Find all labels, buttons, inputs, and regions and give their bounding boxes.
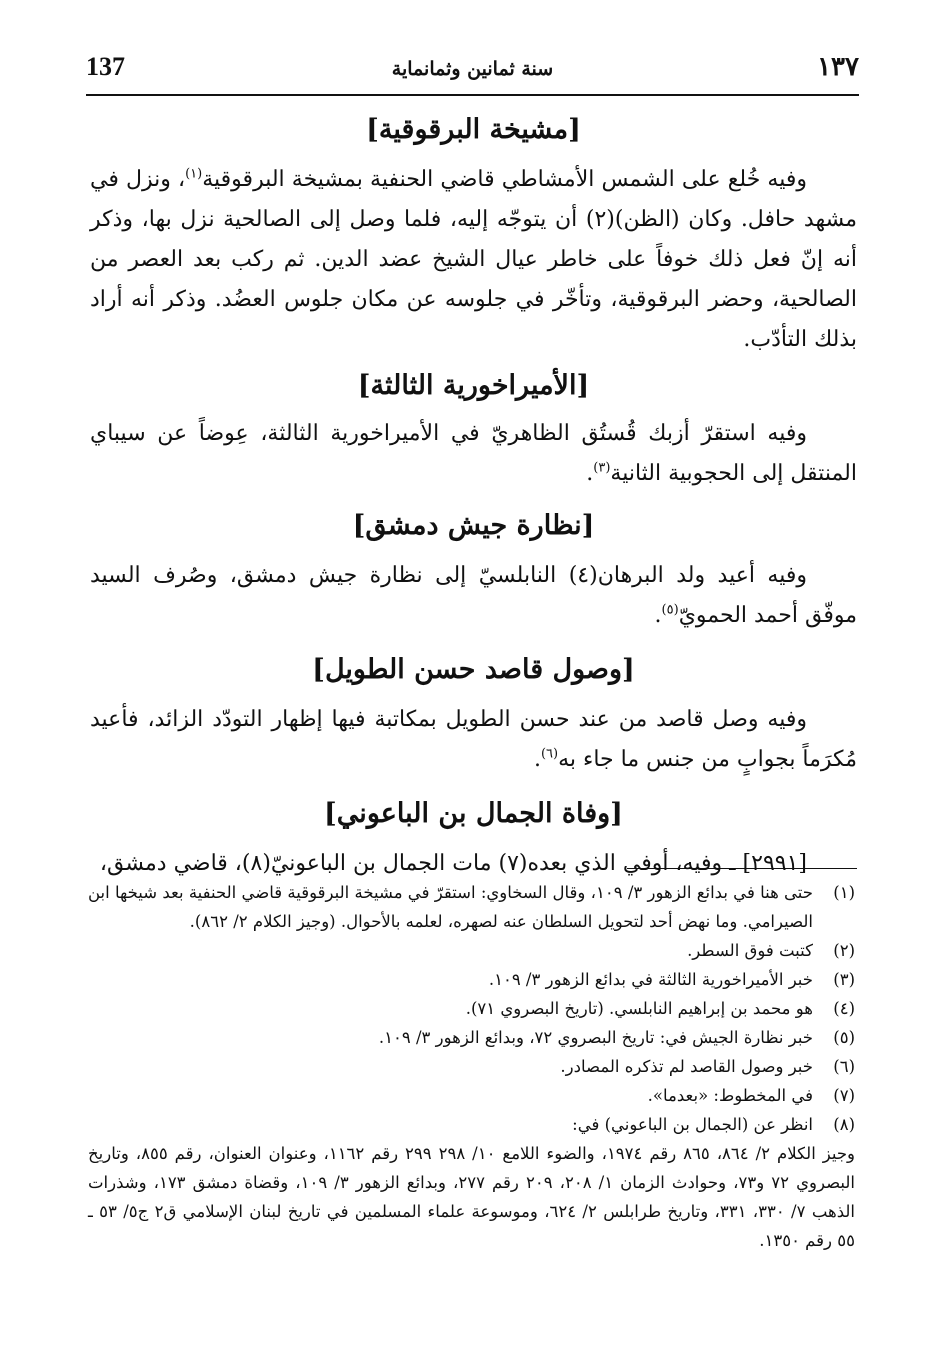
footnote-item	[88, 1110, 855, 1139]
footnote-item	[88, 994, 855, 1023]
section-paragraph	[90, 556, 857, 640]
section-heading: [وفاة الجمال بن الباعوني]	[324, 798, 623, 829]
paragraph-text: وفيه أعيد ولد البرهان(٤) النابلسيّ إلى نظارة جيش دمشق، وصُرف السيد موفّق أحمد الحمويّ	[90, 563, 857, 628]
footnote-ref: (٦)	[540, 746, 559, 762]
section-heading: [وصول قاصد حسن الطويل]	[312, 654, 635, 685]
section-paragraph	[90, 160, 857, 360]
paragraph-text-continued: ، ونزل في مشهد حافل. وكان (الظن)(٢) أن يتوجّه إليه، فلما وصل إلى الصالحية نزل بها، وذكر أنه إنّ فعل ذلك خوفاً على خاطر عيال الشيخ عضد الدين. ثم ركب بعد العصر من الصالحية، وحضر البرقوقية، وتأخّر في جلوسه عن مكان جلوس العضُد. وذكر أنه أراد بذلك التأدّب.	[90, 167, 857, 352]
footnote-text: هو محمد بن إبراهيم النابلسي. (تاريخ البصروي ٧١).	[465, 999, 813, 1018]
footnote-text: خبر نظارة الجيش في: تاريخ البصروي ٧٢، وبدائع الزهور ٣/ ١٠٩.	[378, 1028, 813, 1047]
page-number-arabic: ١٣٧	[817, 52, 859, 82]
footnote-item	[88, 1023, 855, 1052]
footnote-item	[88, 1052, 855, 1081]
paragraph-text: وفيه خُلع على الشمس الأمشاطي قاضي الحنفية بمشيخة البرقوقية	[202, 167, 808, 192]
paragraph-text-continued: .	[586, 461, 594, 486]
footnote-item	[88, 878, 855, 936]
footnote-item	[88, 936, 855, 965]
footnote-number: (٤)	[833, 999, 855, 1018]
footnote-number: (٨)	[833, 1115, 855, 1134]
section-heading: [الأميراخورية الثالثة]	[357, 370, 590, 401]
footnote-text: خبر الأميراخورية الثالثة في بدائع الزهور ٣/ ١٠٩.	[488, 970, 813, 989]
paragraph-text: وفيه استقرّ أزبك قُستُق الظاهريّ في الأميراخورية الثالثة، عِوضاً عن سيباي المنتقل إلى الحجوبية الثانية	[90, 421, 857, 486]
footnote-item	[88, 1081, 855, 1110]
footnote-text: كتبت فوق السطر.	[687, 941, 813, 960]
footnote-divider	[627, 868, 857, 869]
main-text	[90, 108, 857, 884]
footnote-ref: (١)	[185, 166, 203, 182]
page-number-latin: 137	[86, 52, 125, 81]
footnote-number: (١)	[833, 883, 855, 902]
paragraph-text-continued: .	[533, 747, 541, 772]
paragraph-text: وفيه وصل قاصد من عند حسن الطويل بمكاتبة فيها إظهار التودّد الزائد، فأعيد مُكرَماً بجوابٍ من جنس ما جاء به	[90, 707, 857, 772]
running-header	[86, 48, 859, 96]
section-heading: [مشيخة البرقوقية]	[366, 114, 581, 145]
footnote-number: (٧)	[833, 1086, 855, 1105]
footnote-text: خبر وصول القاصد لم تذكره المصادر.	[560, 1057, 813, 1076]
section-paragraph	[90, 700, 857, 784]
section-heading: [نظارة جيش دمشق]	[352, 510, 595, 541]
footnote-ref: (٣)	[593, 460, 611, 476]
footnotes	[88, 878, 855, 1255]
footnote-number: (٦)	[833, 1057, 855, 1076]
footnote-item	[88, 965, 855, 994]
running-title: سنة ثمانين وثمانماية	[391, 58, 554, 80]
footnote-continuation: وجيز الكلام ٢/ ٨٦٤، ٨٦٥ رقم ١٩٧٤، والضوء اللامع ١٠/ ٢٩٨ ٢٩٩ رقم ١١٦٢، وعنوان العنوان، رقم ٨٥٥، وتاريخ البصروي ٧٢ و٧٣، وحوادث الزمان ١/ ٢٠٨، ٢٠٩ رقم ٢٧٧، وبدائع الزهور ٣/ ١٠٩، وقضاة دمشق ١٧٣، وشذرات الذهب ٧/ ٣٣٠، ٣٣١، وتاريخ طرابلس ٢/ ٦٢٤، وموسوعة علماء المسلمين في تاريخ لبنان الإسلامي ق٢ ج٥/ ٥٣ ـ ٥٥ رقم ١٣٥٠.	[88, 1144, 856, 1250]
footnote-text: انظر عن (الجمال بن الباعوني) في:	[572, 1115, 813, 1134]
footnote-number: (٢)	[833, 941, 855, 960]
footnote-text: حتى هنا في بدائع الزهور ٣/ ١٠٩، وقال السخاوي: استقرّ في مشيخة البرقوقية قاضي الحنفية بعد شيخها ابن الصيرامي. وما نهض أحد لتحويل السلطان عنه لصهره، لعلمه بالأحوال. (وجيز الكلام ٢/ ٨٦٢).	[88, 883, 813, 931]
section-paragraph	[90, 414, 857, 498]
footnote-ref: (٥)	[661, 602, 679, 618]
footnote-number: (٥)	[833, 1028, 855, 1047]
paragraph-text: [٢٩٩١] ـ وفيه، أوفي الذي بعده(٧) مات الجمال بن الباعونيّ(٨)، قاضي دمشق،	[99, 851, 807, 876]
footnote-text: في المخطوط: «بعدما».	[647, 1086, 813, 1105]
footnote-number: (٣)	[833, 970, 855, 989]
paragraph-text-continued: .	[654, 603, 662, 628]
